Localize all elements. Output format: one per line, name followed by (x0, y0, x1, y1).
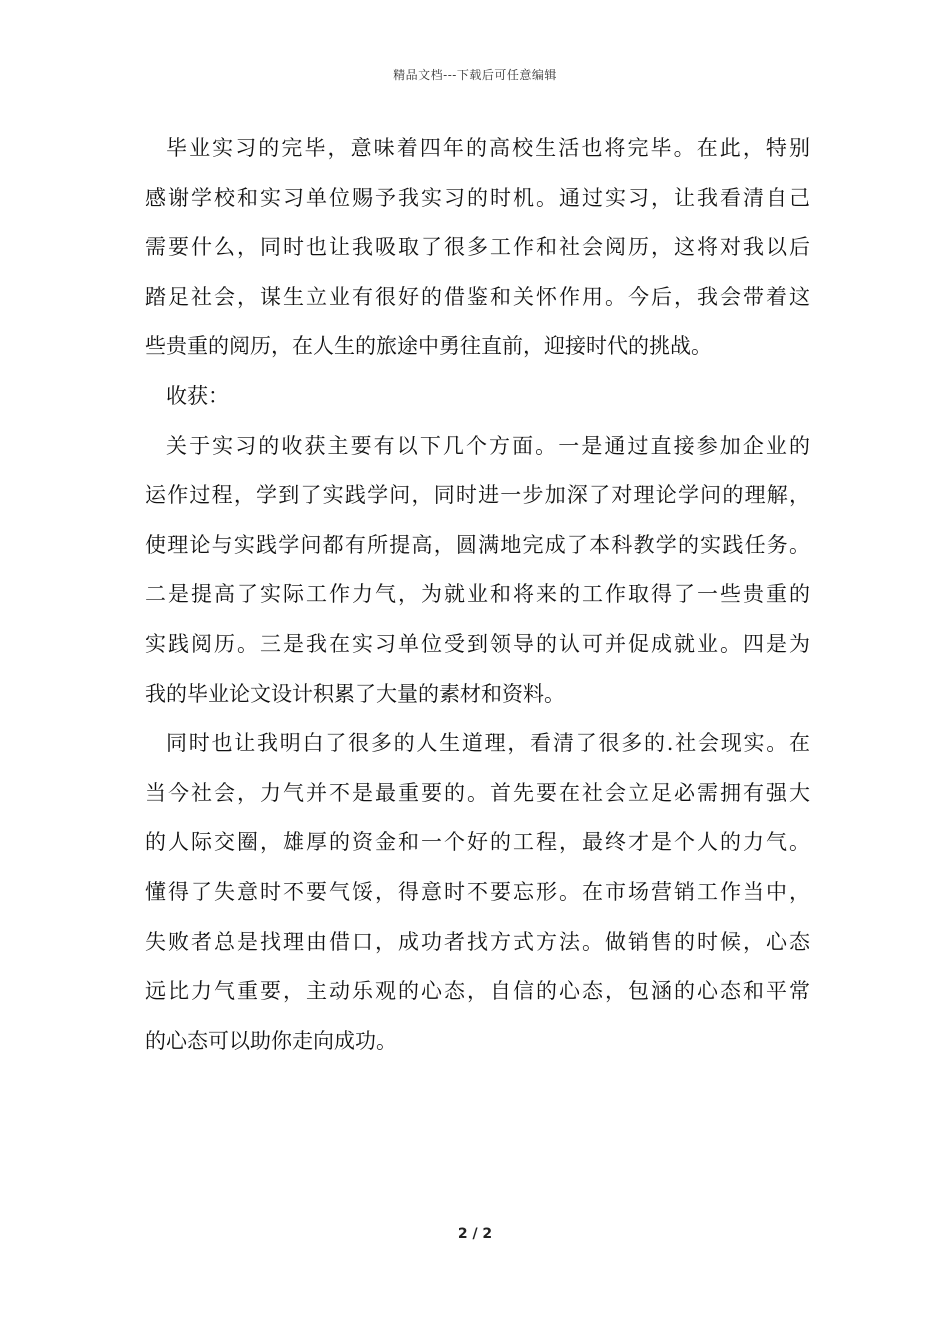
paragraph-3-line-6: 我的毕业论文设计积累了大量的素材和资料。 (145, 681, 565, 706)
paragraph-1-line-2: 感谢学校和实习单位赐予我实习的时机。通过实习，让我看清自己 (145, 185, 810, 210)
paragraph-3-line-4: 二是提高了实际工作力气，为就业和将来的工作取得了一些贵重的 (145, 582, 810, 607)
paragraph-1-line-1: 毕业实习的完毕，意味着四年的高校生活也将完毕。在此，特别 (166, 136, 810, 160)
page-header: 精品文档---下载后可任意编辑 (393, 68, 557, 82)
paragraph-3-line-5: 实践阅历。三是我在实习单位受到领导的认可并促成就业。四是为 (145, 631, 810, 656)
paragraph-4-line-7: 的心态可以助你走向成功。 (145, 1028, 397, 1053)
paragraph-1-line-4: 踏足社会，谋生立业有很好的借鉴和关怀作用。今后，我会带着这 (145, 284, 810, 309)
paragraph-4-line-1: 同时也让我明白了很多的人生道理，看清了很多的.社会现实。在 (166, 731, 810, 756)
document-body (145, 128, 810, 1070)
paragraph-3-line-3: 使理论与实践学问都有所提高，圆满地完成了本科教学的实践任务。 (145, 532, 810, 557)
section-heading-harvest: 收获： (166, 383, 229, 408)
paragraph-4-line-6: 远比力气重要，主动乐观的心态，自信的心态，包涵的心态和平常 (145, 979, 810, 1004)
paragraph-3-line-1: 关于实习的收获主要有以下几个方面。一是通过直接参加企业的 (166, 433, 810, 458)
paragraph-1-line-3: 需要什么，同时也让我吸取了很多工作和社会阅历，这将对我以后 (145, 235, 810, 260)
paragraph-4-line-3: 的人际交圈，雄厚的资金和一个好的工程，最终才是个人的力气。 (145, 830, 810, 855)
paragraph-1-line-5: 些贵重的阅历，在人生的旅途中勇往直前，迎接时代的挑战。 (145, 334, 712, 359)
paragraph-4-line-4: 懂得了失意时不要气馁，得意时不要忘形。在市场营销工作当中， (145, 879, 810, 904)
paragraph-3-line-2: 运作过程，学到了实践学问，同时进一步加深了对理论学问的理解， (145, 483, 810, 508)
page-number: 2 / 2 (457, 1226, 493, 1242)
paragraph-4-line-5: 失败者总是找理由借口，成功者找方式方法。做销售的时候，心态 (145, 929, 810, 954)
paragraph-4-line-2: 当今社会，力气并不是最重要的。首先要在社会立足必需拥有强大 (145, 780, 810, 805)
